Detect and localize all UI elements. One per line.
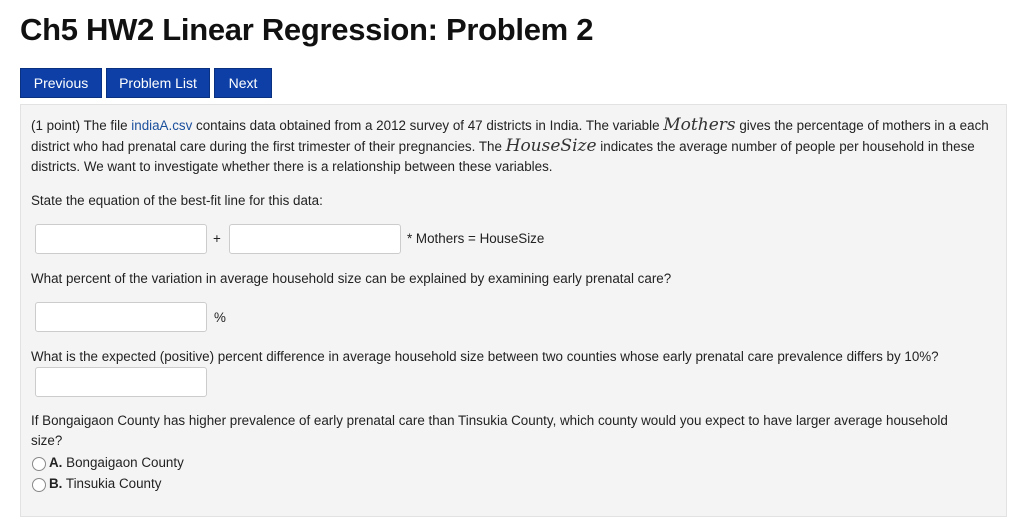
percent-sign: % <box>214 310 226 325</box>
option-a-text: Bongaigaon County <box>66 455 184 470</box>
option-a-label[interactable] <box>49 453 184 473</box>
page-title: Ch5 HW2 Linear Regression: Problem 2 <box>20 12 594 47</box>
problem-list-button[interactable]: Problem List <box>106 68 210 98</box>
equation-suffix: * Mothers = HouseSize <box>407 231 545 246</box>
problem-nav <box>20 68 272 98</box>
intro-text-c: gives the percentage of mothers in a each district who had prenatal care during the first trimester of their pregnancies. The <box>31 118 989 154</box>
housesize-variable: HouseSize <box>505 136 597 156</box>
question-county: If Bongaigaon County has higher prevalence of early prenatal care than Tinsukia County, which county would you expect to have larger average household size? <box>31 413 948 448</box>
intro-text-a: The file <box>83 118 128 133</box>
question-best-fit: State the equation of the best-fit line for this data: <box>31 193 323 208</box>
option-b-text: Tinsukia County <box>65 476 162 491</box>
points-label: (1 point) <box>31 118 81 133</box>
intro-text-b: contains data obtained from a 2012 survey of 47 districts in India. The variable <box>196 118 660 133</box>
next-button[interactable]: Next <box>214 68 272 98</box>
question-percent-difference: What is the expected (positive) percent difference in average household size between two counties whose early prenatal care prevalence differs by 10%? <box>31 349 939 364</box>
problem-intro <box>31 115 991 177</box>
problem-panel <box>20 104 1007 517</box>
question-variation: What percent of the variation in average household size can be explained by examining early prenatal care? <box>31 271 672 286</box>
data-file-link[interactable]: indiaA.csv <box>131 118 193 133</box>
percent-difference-input[interactable] <box>35 367 207 397</box>
intro-text-d: indicates the average number of people per household in these districts. We want to investigate whether there is a relationship between these variables. <box>31 139 975 174</box>
intercept-input[interactable] <box>35 224 207 254</box>
slope-input[interactable] <box>229 224 401 254</box>
mothers-variable: Mothers <box>663 115 736 135</box>
option-b-radio[interactable] <box>32 478 46 492</box>
r-squared-input[interactable] <box>35 302 207 332</box>
option-a-radio[interactable] <box>32 457 46 471</box>
previous-button[interactable]: Previous <box>20 68 102 98</box>
option-b-letter: B. <box>49 476 63 491</box>
option-b-label[interactable] <box>49 474 161 494</box>
plus-sign: + <box>213 231 221 246</box>
option-a-letter: A. <box>49 455 63 470</box>
